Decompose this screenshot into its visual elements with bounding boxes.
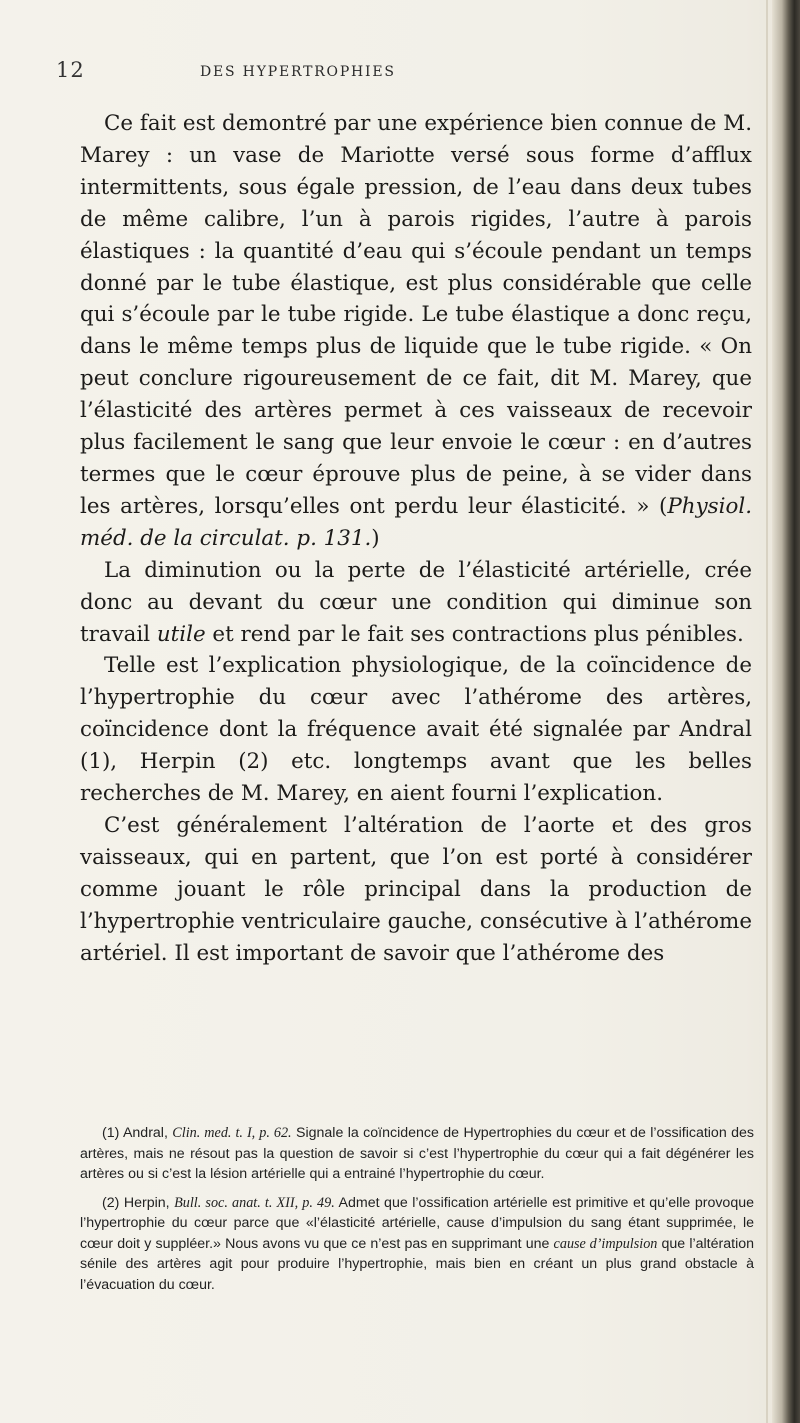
footnote-2-emphasis: cause d’impulsion	[553, 1235, 658, 1252]
paragraph-2	[80, 555, 752, 651]
footnotes	[80, 1123, 754, 1303]
footnote-1-ref: Clin. med. t. I, p. 62.	[172, 1125, 292, 1141]
footnote-1-lead: (1) Andral,	[102, 1125, 173, 1141]
paragraph-1	[80, 108, 752, 555]
paragraph-4: C’est généralement l’altération de l’aorte et des gros vaisseaux, qui en partent, que l’on est porté à considérer comme jouant le rôle principal dans la production de l’hypertrophie ventriculaire gauche, consécutive à l’athérome artériel. Il est important de savoir que l’athérome des	[80, 812, 752, 966]
page-header	[56, 58, 756, 88]
footnote-2-text-a: Admet que l’ossification artérielle est primitive et qu’elle provoque l’hypertrophie du cœur parce que «l’élasticité artérielle, cause d’impulsion du sang étant supprimée, le cœur doit y suppléer.» Nous avons vu que ce n’est pas en supprimant une	[80, 1194, 754, 1252]
body-text	[80, 108, 752, 969]
citation-physiol: Physiol. méd. de la circulat. p. 131.	[80, 493, 752, 551]
footnote-2-lead: (2) Herpin,	[102, 1194, 175, 1211]
page-gutter-line	[766, 0, 768, 1423]
paragraph-1-close: )	[371, 525, 380, 551]
footnote-2-ref: Bull. soc. anat. t. XII, p. 49.	[174, 1194, 335, 1211]
paragraph-2-text-a: La diminution ou la perte de l’élasticité artérielle, crée donc au devant du cœur une condition qui diminue son travail	[80, 557, 752, 647]
paragraph-3: Telle est l’explication physiologique, de la coïncidence de l’hypertrophie du cœur avec l’athérome des artères, coïncidence dont la fréquence avait été signalée par Andral (1), Herpin (2) etc. longtemps avant que les belles recherches de M. Marey, en aient fourni l’explication.	[80, 653, 752, 807]
footnote-2	[80, 1193, 754, 1296]
footnote-1	[80, 1123, 754, 1185]
paragraph-1-text: Ce fait est demontré par une expérience bien connue de M. Marey : un vase de Mariotte versé sous forme d’afflux intermittents, sous égale pression, de l’eau dans deux tubes de même calibre, l’un à parois rigides, l’autre à parois élastiques : la quantité d’eau qui s’écoule pendant un temps donné par le tube élastique, est plus considérable que celle qui s’écoule par le tube rigide. Le tube élastique a donc reçu, dans le même temps plus de liquide que le tube rigide. « On peut conclure rigoureusement de ce fait, dit M. Marey, que l’élasticité des artères permet à ces vaisseaux de recevoir plus facilement le sang que leur envoie le cœur : en d’autres termes que le cœur éprouve plus de peine, à se vider dans les artères, lorsqu’elles ont perdu leur élasticité. » (	[80, 111, 752, 519]
running-head: DES HYPERTROPHIES	[200, 64, 396, 80]
page-number: 12	[56, 58, 85, 82]
emphasis-utile: utile	[156, 621, 206, 647]
footnote-2-text-b: que l’altération sénile des artères agit pour produire l’hypertrophie, mais bien en créant un plus grand obstacle à l’évacuation du cœur.	[80, 1235, 755, 1293]
footnote-1-text: Signale la coïncidence de Hypertrophies du cœur et de l’ossification des artères, mais ne résout pas la question de savoir si c’est l’hypertrophie du cœur qui a fait dégénérer les artères ou si c’est la lésion artérielle qui a entrainé l’hypertrophie du cœur.	[80, 1125, 754, 1182]
page-edge-shadow	[772, 0, 800, 1423]
paragraph-2-text-b: et rend par le fait ses contractions plus pénibles.	[205, 621, 744, 647]
